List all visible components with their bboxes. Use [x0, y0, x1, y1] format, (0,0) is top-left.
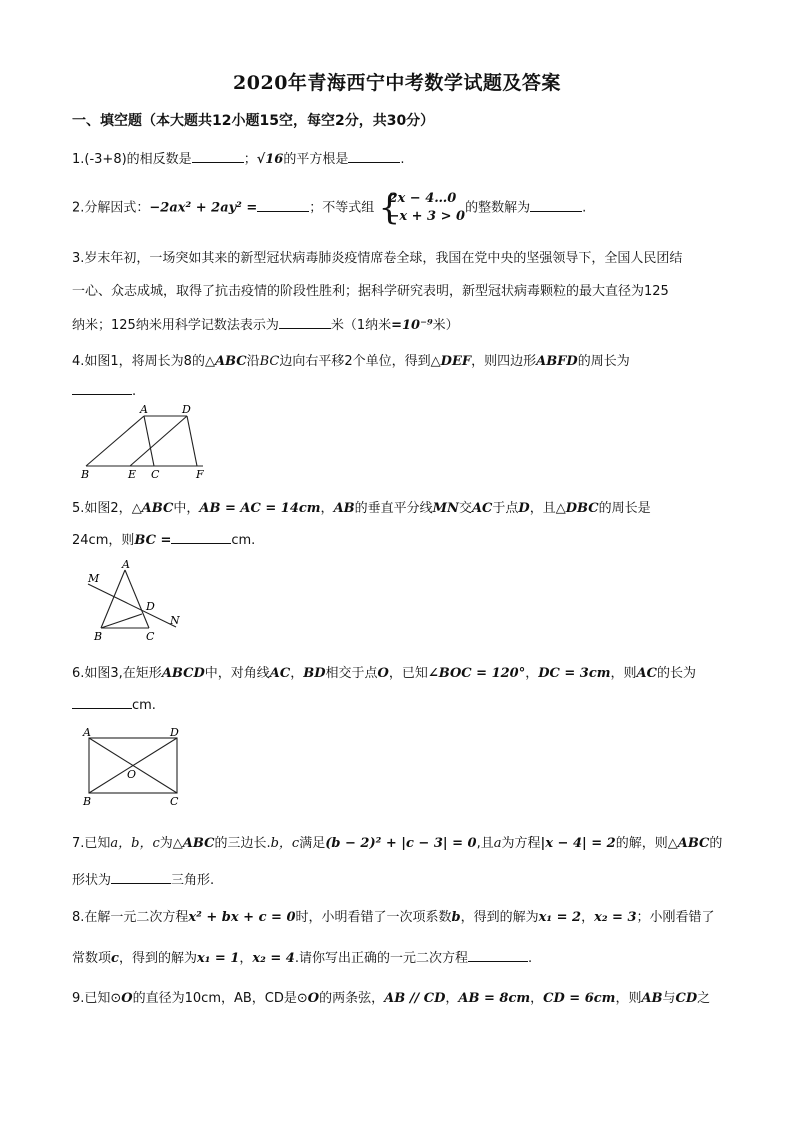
- figure-1: [78, 402, 218, 480]
- label-B: B: [83, 795, 92, 808]
- page-title: 2020年青海西宁中考数学试题及答案: [233, 72, 561, 94]
- label-O: O: [127, 768, 137, 781]
- answer-blank: [72, 696, 132, 709]
- figure-2: [80, 558, 190, 643]
- label-A: A: [83, 726, 91, 739]
- question-3-line-1: 3.岁末年初，一场突如其来的新型冠状病毒肺炎疫情席卷全球，我国在党中央的坚强领导下，全国人民团结: [72, 251, 683, 266]
- question-4: 4.如图1，将周长为8的△ABC沿BC边向右平移2个单位，得到△DEF，则四边形ABFD的周长为: [72, 354, 630, 369]
- label-C: C: [170, 795, 179, 808]
- question-8: 8.在解一元二次方程x² + bx + c = 0时，小明看错了一次项系数b，得到的解为x₁ = 2，x₂ = 3；小刚看错了: [72, 910, 715, 925]
- question-9: 9.已知⊙O的直径为10cm，AB，CD是⊙O的两条弦，AB // CD，AB = 8cm，CD = 6cm，则AB与CD之: [72, 991, 711, 1006]
- question-5-line-2: 24cm，则BC = cm.: [72, 533, 256, 548]
- question-4-blank-line: .: [72, 382, 136, 399]
- label-B: B: [81, 468, 90, 480]
- question-6: 6.如图3,在矩形ABCD中，对角线AC，BD相交于点O，已知∠BOC = 120°，DC = 3cm，则AC的长为: [72, 666, 696, 681]
- question-3-line-2: 一心、众志成城，取得了抗击疫情的阶段性胜利；据科学研究表明，新型冠状病毒颗粒的最大直径为125: [72, 284, 669, 299]
- answer-blank: [279, 316, 331, 329]
- question-3-line-3: 纳米；125纳米用科学记数法表示为 米（1纳米=10⁻⁹米）: [72, 318, 459, 333]
- label-E: E: [128, 468, 137, 480]
- section-heading: 一、填空题（本大题共12小题15空，每空2分，共30分）: [72, 113, 435, 129]
- inequality-system: { 2x − 4…0 −x + 3 > 0: [378, 188, 466, 228]
- answer-blank: [171, 531, 231, 544]
- answer-blank: [72, 382, 132, 395]
- label-D: D: [182, 403, 191, 416]
- label-D: D: [170, 726, 179, 739]
- question-8-line-2: 常数项c，得到的解为x₁ = 1，x₂ = 4.请你写出正确的一元二次方程 .: [72, 951, 533, 966]
- answer-blank: [192, 150, 244, 163]
- question-1: 1.(-3+8)的相反数是 ；√16的平方根是 .: [72, 152, 405, 167]
- answer-blank: [257, 199, 309, 212]
- label-A: A: [140, 403, 148, 416]
- question-6-line-2: cm.: [72, 696, 156, 713]
- label-N: N: [170, 614, 180, 627]
- label-F: F: [196, 468, 204, 480]
- question-2: 2.分解因式：−2ax² + 2ay² = ；不等式组 { 2x − 4…0 −x + 3 > 0 的整数解为 .: [72, 188, 587, 228]
- label-B: B: [94, 630, 103, 643]
- figure-3: [80, 726, 190, 808]
- label-C: C: [151, 468, 160, 480]
- answer-blank: [468, 949, 528, 962]
- question-5: 5.如图2，△ABC中，AB = AC = 14cm，AB的垂直平分线MN交AC于点D，且△DBC的周长是: [72, 501, 651, 516]
- label-C: C: [146, 630, 155, 643]
- label-M: M: [88, 572, 100, 585]
- answer-blank: [111, 871, 171, 884]
- answer-blank: [530, 199, 582, 212]
- label-D: D: [146, 600, 155, 613]
- question-7: 7.已知a，b，c为△ABC的三边长.b，c满足(b − 2)² + |c − 3| = 0,且a为方程|x − 4| = 2的解，则△ABC的: [72, 836, 723, 851]
- label-A: A: [122, 558, 130, 571]
- question-7-line-2: 形状为 三角形.: [72, 873, 215, 888]
- answer-blank: [348, 150, 400, 163]
